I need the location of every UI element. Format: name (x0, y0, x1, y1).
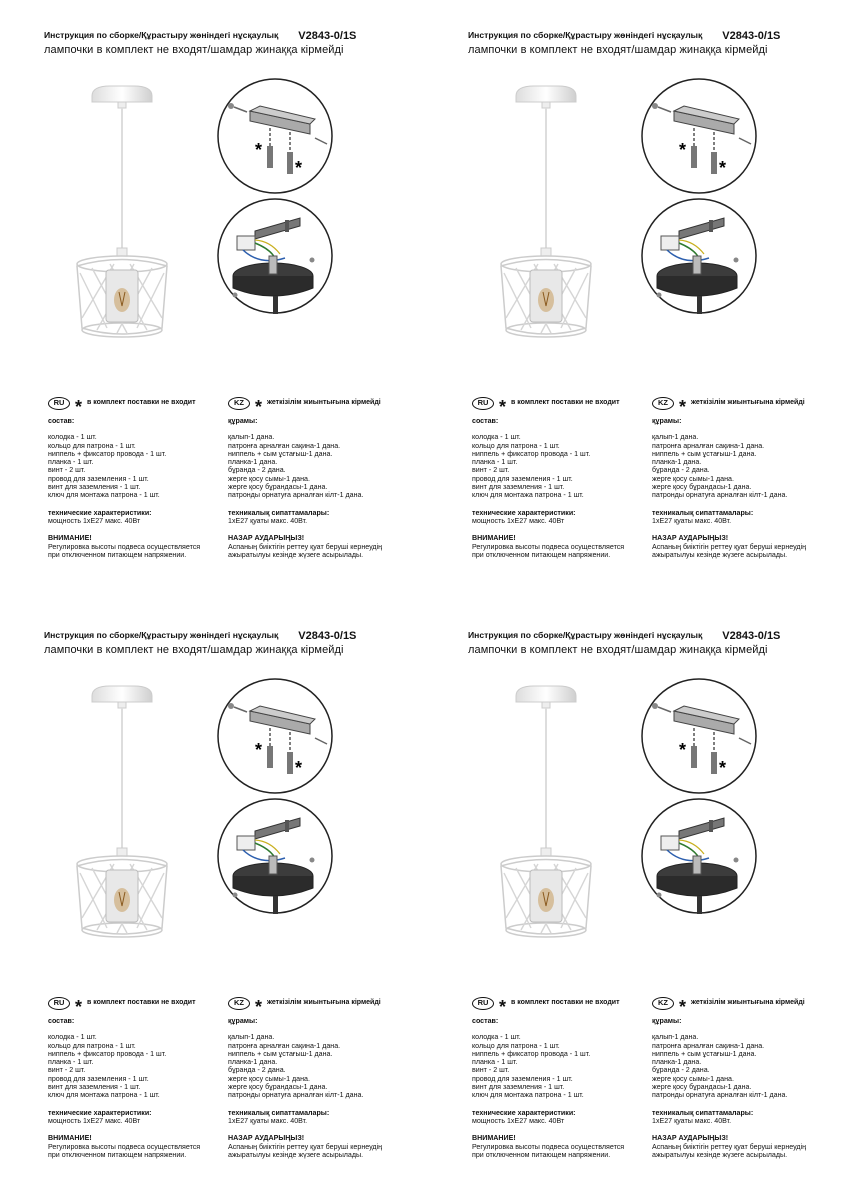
list-item: планка - 1 шт. (472, 1058, 518, 1067)
list-item: ключ для монтажа патрона - 1 шт. (472, 1091, 584, 1100)
list-item: бұранда - 2 дана. (228, 1066, 286, 1075)
model-number: V2843-0/1S (298, 30, 357, 42)
list-item: жерге қосу бұрандасы-1 дана. (228, 1083, 328, 1092)
list-item: патронды орнатуға арналған кілт-1 дана. (228, 1091, 364, 1100)
list-item: ниппель + фиксатор провода - 1 шт. (472, 449, 591, 458)
instruction-panel-1 (0, 0, 424, 600)
wiring-assembly-diagram (215, 196, 335, 316)
list-item: винт для заземления - 1 шт. (48, 1083, 141, 1092)
instruction-title: Инструкция по сборке/Құрастыру жөніндегі нұсқаулық (468, 630, 703, 640)
mounting-bracket-diagram (215, 76, 335, 196)
ru-star-note: в комплект поставки не входит (87, 998, 196, 1006)
ru-badge: RU (48, 397, 70, 410)
list-item: планка - 1 шт. (472, 458, 518, 467)
kz-badge: KZ (652, 997, 674, 1010)
wiring-assembly-diagram (639, 196, 759, 316)
ru-composition-title: состав: (472, 417, 499, 425)
kz-warning-line: Аспаның биіктігін реттеу қуат беруші кернеудің (652, 1142, 807, 1151)
list-item: ниппель + фиксатор провода - 1 шт. (472, 1049, 591, 1058)
kz-warning-title: НАЗАР АУДАРЫҢЫЗ! (228, 1134, 305, 1143)
model-number: V2843-0/1S (722, 630, 781, 642)
bulbs-note: лампочки в комплект не входят/шамдар жинаққа кірмейді (468, 44, 768, 56)
ru-badge: RU (48, 997, 70, 1010)
ru-composition-title: состав: (48, 417, 75, 425)
kz-warning-title: НАЗАР АУДАРЫҢЫЗ! (652, 534, 729, 543)
asterisk-mark: * (255, 740, 263, 760)
kz-items-list (228, 1033, 408, 1099)
list-item: қалып-1 дана. (228, 433, 275, 442)
list-item: патронға арналған сақина-1 дана. (652, 441, 765, 450)
kz-section (652, 395, 832, 559)
ru-warning-line: Регулировка высоты подвеса осуществляется (472, 1142, 625, 1151)
kz-warning-line: Аспаның биіктігін реттеу қуат беруші кернеудің (652, 542, 807, 551)
list-item: колодка - 1 шт. (48, 1033, 97, 1042)
list-item: патронға арналған сақина-1 дана. (652, 1041, 765, 1050)
ru-section (472, 395, 650, 559)
kz-badge: KZ (228, 397, 250, 410)
instruction-panel-3 (0, 600, 424, 1200)
instruction-panel-2 (424, 0, 848, 600)
list-item: провод для заземления - 1 шт. (48, 474, 149, 483)
kz-star-note: жеткізілім жиынтығына кірмейді (691, 998, 805, 1006)
list-item: ниппель + фиксатор провода - 1 шт. (48, 449, 167, 458)
list-item: планка - 1 шт. (48, 458, 94, 467)
panel-header (468, 630, 828, 656)
kz-badge: KZ (652, 397, 674, 410)
kz-specs-title: техникалық сипаттамалары: (228, 1108, 330, 1117)
list-item: жерге қосу сымы-1 дана. (652, 474, 734, 483)
ru-items-list (48, 433, 226, 499)
ru-specs-value: мощность 1хЕ27 макс. 40Вт (472, 516, 565, 525)
list-item: колодка - 1 шт. (472, 433, 521, 442)
list-item: патронды орнатуға арналған кілт-1 дана. (652, 1091, 788, 1100)
instruction-title: Инструкция по сборке/Құрастыру жөніндегі нұсқаулық (44, 30, 279, 40)
ru-warning-title: ВНИМАНИЕ! (48, 1134, 92, 1143)
ru-star-note: в комплект поставки не входит (511, 998, 620, 1006)
kz-star-note: жеткізілім жиынтығына кірмейді (267, 398, 381, 406)
list-item: жерге қосу сымы-1 дана. (228, 1074, 310, 1083)
list-item: кольцо для патрона - 1 шт. (48, 1041, 136, 1050)
ru-items-list (472, 1033, 650, 1099)
kz-specs-title: техникалық сипаттамалары: (228, 508, 330, 517)
ru-composition-title: состав: (48, 1017, 75, 1025)
kz-section (652, 995, 832, 1159)
kz-warning-line: Аспаның биіктігін реттеу қуат беруші кернеудің (228, 1142, 383, 1151)
ru-items-list (48, 1033, 226, 1099)
ru-items-list (472, 433, 650, 499)
list-item: винт - 2 шт. (472, 466, 510, 475)
ru-warning-line: Регулировка высоты подвеса осуществляется (48, 542, 201, 551)
list-item: ключ для монтажа патрона - 1 шт. (48, 1091, 160, 1100)
list-item: провод для заземления - 1 шт. (472, 474, 573, 483)
kz-specs-value: 1хЕ27 қуаты макс. 40Вт. (228, 516, 308, 525)
list-item: патронды орнатуға арналған кілт-1 дана. (652, 491, 788, 500)
instruction-title: Инструкция по сборке/Құрастыру жөніндегі нұсқаулық (44, 630, 279, 640)
list-item: планка - 1 шт. (48, 1058, 94, 1067)
list-item: винт для заземления - 1 шт. (48, 483, 141, 492)
ru-warning-line: Регулировка высоты подвеса осуществляется (48, 1142, 201, 1151)
list-item: жерге қосу бұрандасы-1 дана. (652, 483, 752, 492)
kz-star-note: жеткізілім жиынтығына кірмейді (691, 398, 805, 406)
wiring-assembly-diagram (639, 796, 759, 916)
list-item: ниппель + сым ұстағыш-1 дана. (228, 449, 333, 458)
kz-section (228, 995, 408, 1159)
list-item: патронды орнатуға арналған кілт-1 дана. (228, 491, 364, 500)
pendant-lamp-illustration (62, 78, 182, 378)
ru-specs-title: технические характеристики: (472, 508, 576, 517)
list-item: колодка - 1 шт. (48, 433, 97, 442)
instruction-title: Инструкция по сборке/Құрастыру жөніндегі нұсқаулық (468, 30, 703, 40)
list-item: ключ для монтажа патрона - 1 шт. (472, 491, 584, 500)
bulbs-note: лампочки в комплект не входят/шамдар жинаққа кірмейді (44, 644, 344, 656)
kz-items-list (228, 433, 408, 499)
bulbs-note: лампочки в комплект не входят/шамдар жинаққа кірмейді (468, 644, 768, 656)
kz-warning-line: ажыратылуы кезінде жүзеге асырылады. (652, 1150, 788, 1159)
list-item: ниппель + сым ұстағыш-1 дана. (652, 449, 757, 458)
list-item: патронға арналған сақина-1 дана. (228, 441, 341, 450)
kz-specs-value: 1хЕ27 қуаты макс. 40Вт. (652, 516, 732, 525)
asterisk-mark: * (679, 140, 687, 160)
pendant-lamp-illustration (486, 78, 606, 378)
asterisk-icon: * (75, 397, 83, 417)
ru-star-note: в комплект поставки не входит (511, 398, 620, 406)
pendant-lamp-illustration (486, 678, 606, 978)
ru-section (48, 995, 226, 1159)
list-item: патронға арналған сақина-1 дана. (228, 1041, 341, 1050)
list-item: кольцо для патрона - 1 шт. (472, 1041, 560, 1050)
kz-specs-title: техникалық сипаттамалары: (652, 1108, 754, 1117)
mounting-bracket-diagram (639, 676, 759, 796)
mounting-bracket-diagram (215, 676, 335, 796)
ru-warning-title: ВНИМАНИЕ! (472, 534, 516, 543)
list-item: винт - 2 шт. (48, 1066, 86, 1075)
panel-header (468, 30, 828, 56)
ru-section (48, 395, 226, 559)
model-number: V2843-0/1S (298, 630, 357, 642)
kz-badge: KZ (228, 997, 250, 1010)
list-item: қалып-1 дана. (652, 433, 699, 442)
list-item: провод для заземления - 1 шт. (472, 1074, 573, 1083)
list-item: планка-1 дана. (652, 1058, 702, 1067)
list-item: кольцо для патрона - 1 шт. (472, 441, 560, 450)
kz-warning-line: ажыратылуы кезінде жүзеге асырылады. (228, 550, 364, 559)
kz-items-list (652, 1033, 832, 1099)
list-item: планка-1 дана. (228, 1058, 278, 1067)
model-number: V2843-0/1S (722, 30, 781, 42)
ru-specs-title: технические характеристики: (48, 508, 152, 517)
list-item: винт для заземления - 1 шт. (472, 483, 565, 492)
ru-warning-line: Регулировка высоты подвеса осуществляется (472, 542, 625, 551)
ru-badge: RU (472, 397, 494, 410)
kz-warning-title: НАЗАР АУДАРЫҢЫЗ! (652, 1134, 729, 1143)
panel-header (44, 630, 404, 656)
asterisk-mark: * (719, 158, 727, 178)
kz-warning-line: ажыратылуы кезінде жүзеге асырылады. (652, 550, 788, 559)
ru-composition-title: состав: (472, 1017, 499, 1025)
kz-star-note: жеткізілім жиынтығына кірмейді (267, 998, 381, 1006)
list-item: бұранда - 2 дана. (652, 1066, 710, 1075)
asterisk-mark: * (295, 158, 303, 178)
ru-specs-value: мощность 1хЕ27 макс. 40Вт (48, 516, 141, 525)
pendant-lamp-illustration (62, 678, 182, 978)
ru-warning-title: ВНИМАНИЕ! (48, 534, 92, 543)
ru-specs-value: мощность 1хЕ27 макс. 40Вт (48, 1116, 141, 1125)
ru-badge: RU (472, 997, 494, 1010)
kz-specs-value: 1хЕ27 қуаты макс. 40Вт. (228, 1116, 308, 1125)
list-item: планка-1 дана. (228, 458, 278, 467)
ru-specs-title: технические характеристики: (48, 1108, 152, 1117)
kz-composition-title: құрамы: (652, 417, 682, 425)
ru-specs-value: мощность 1хЕ27 макс. 40Вт (472, 1116, 565, 1125)
kz-specs-title: техникалық сипаттамалары: (652, 508, 754, 517)
kz-warning-line: Аспаның биіктігін реттеу қуат беруші кернеудің (228, 542, 383, 551)
list-item: бұранда - 2 дана. (228, 466, 286, 475)
ru-warning-line: при отключенном питающем напряжении. (472, 1150, 611, 1159)
bulbs-note: лампочки в комплект не входят/шамдар жинаққа кірмейді (44, 44, 344, 56)
ru-warning-line: при отключенном питающем напряжении. (472, 550, 611, 559)
list-item: қалып-1 дана. (652, 1033, 699, 1042)
kz-composition-title: құрамы: (228, 1017, 258, 1025)
kz-warning-title: НАЗАР АУДАРЫҢЫЗ! (228, 534, 305, 543)
ru-section (472, 995, 650, 1159)
list-item: қалып-1 дана. (228, 1033, 275, 1042)
ru-warning-title: ВНИМАНИЕ! (472, 1134, 516, 1143)
ru-warning-line: при отключенном питающем напряжении. (48, 1150, 187, 1159)
kz-specs-value: 1хЕ27 қуаты макс. 40Вт. (652, 1116, 732, 1125)
list-item: ниппель + фиксатор провода - 1 шт. (48, 1049, 167, 1058)
kz-composition-title: құрамы: (228, 417, 258, 425)
mounting-bracket-diagram (639, 76, 759, 196)
list-item: колодка - 1 шт. (472, 1033, 521, 1042)
asterisk-icon: * (679, 997, 687, 1017)
kz-warning-line: ажыратылуы кезінде жүзеге асырылады. (228, 1150, 364, 1159)
ru-warning-line: при отключенном питающем напряжении. (48, 550, 187, 559)
list-item: винт - 2 шт. (48, 466, 86, 475)
list-item: бұранда - 2 дана. (652, 466, 710, 475)
list-item: кольцо для патрона - 1 шт. (48, 441, 136, 450)
kz-section (228, 395, 408, 559)
list-item: провод для заземления - 1 шт. (48, 1074, 149, 1083)
ru-star-note: в комплект поставки не входит (87, 398, 196, 406)
list-item: жерге қосу сымы-1 дана. (228, 474, 310, 483)
asterisk-icon: * (255, 997, 263, 1017)
list-item: ключ для монтажа патрона - 1 шт. (48, 491, 160, 500)
list-item: винт для заземления - 1 шт. (472, 1083, 565, 1092)
list-item: жерге қосу бұрандасы-1 дана. (228, 483, 328, 492)
wiring-assembly-diagram (215, 796, 335, 916)
list-item: ниппель + сым ұстағыш-1 дана. (228, 1049, 333, 1058)
asterisk-mark: * (255, 140, 263, 160)
asterisk-icon: * (75, 997, 83, 1017)
panel-header (44, 30, 404, 56)
asterisk-icon: * (499, 997, 507, 1017)
ru-specs-title: технические характеристики: (472, 1108, 576, 1117)
list-item: планка-1 дана. (652, 458, 702, 467)
list-item: жерге қосу бұрандасы-1 дана. (652, 1083, 752, 1092)
asterisk-icon: * (679, 397, 687, 417)
list-item: ниппель + сым ұстағыш-1 дана. (652, 1049, 757, 1058)
kz-composition-title: құрамы: (652, 1017, 682, 1025)
asterisk-mark: * (295, 758, 303, 778)
list-item: винт - 2 шт. (472, 1066, 510, 1075)
kz-items-list (652, 433, 832, 499)
asterisk-mark: * (719, 758, 727, 778)
asterisk-mark: * (679, 740, 687, 760)
asterisk-icon: * (499, 397, 507, 417)
list-item: жерге қосу сымы-1 дана. (652, 1074, 734, 1083)
asterisk-icon: * (255, 397, 263, 417)
instruction-panel-4 (424, 600, 848, 1200)
